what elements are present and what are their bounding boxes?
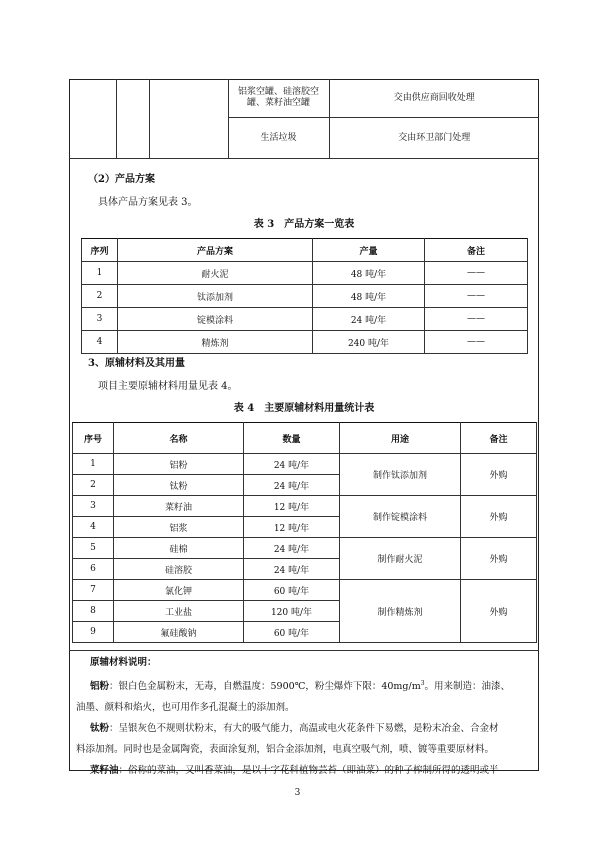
table-row <box>73 454 537 475</box>
note-cell: 外购 <box>461 538 537 580</box>
note-text: ：呈银灰色不规则状粉末，有大的吸气能力，高温或电火花条件下易燃，是粉末冶金、合金材 <box>109 723 499 735</box>
table-cell: 7 <box>73 580 114 601</box>
product-table <box>81 238 528 354</box>
table-cell: —— <box>425 285 528 308</box>
table-cell: 耐火泥 <box>118 262 313 285</box>
table-cell: 48 吨/年 <box>313 285 425 308</box>
table-cell: 3 <box>73 496 114 517</box>
waste-item: 生活垃圾 <box>228 118 329 159</box>
table-cell: 12 吨/年 <box>244 517 340 538</box>
table-cell: 硅棉 <box>114 538 244 559</box>
column-header: 备注 <box>425 239 528 262</box>
column-header: 序号 <box>73 423 114 454</box>
waste-disposal-table <box>69 79 539 159</box>
column-header: 产品方案 <box>118 239 313 262</box>
table-cell: 12 吨/年 <box>244 496 340 517</box>
table-cell: 铝粉 <box>114 454 244 475</box>
table-header-row <box>73 423 537 454</box>
use-cell: 制作钛添加剂 <box>340 454 461 496</box>
note-term: 菜籽油 <box>90 765 119 777</box>
note-term: 铝粉 <box>90 681 110 693</box>
table-cell: 2 <box>82 285 118 308</box>
note-term: 钛粉 <box>90 723 110 735</box>
note-superscript: 3 <box>420 680 425 687</box>
empty-cell <box>116 79 149 159</box>
table-cell: 60 吨/年 <box>244 580 340 601</box>
waste-item: 铝浆空罐、硅溶胶空罐、菜籽油空罐 <box>228 79 329 118</box>
table-row <box>73 538 537 559</box>
note-rapeseed-oil <box>76 760 532 781</box>
table-row <box>73 580 537 601</box>
use-cell: 制作耐火泥 <box>340 538 461 580</box>
section-heading-materials: 3、原辅材料及其用量 <box>88 358 185 369</box>
table-header-row <box>82 239 528 262</box>
table-cell: 钛添加剂 <box>118 285 313 308</box>
column-header: 数量 <box>244 423 340 454</box>
note-cell: 外购 <box>461 496 537 538</box>
table-cell: 5 <box>73 538 114 559</box>
table4-caption: 表 4 主要原辅材料用量统计表 <box>233 403 375 414</box>
table-row <box>69 79 539 118</box>
table-row <box>73 496 537 517</box>
table-cell: 24 吨/年 <box>313 308 425 331</box>
table-cell: 钛粉 <box>114 475 244 496</box>
note-text: ：银白色金属粉末，无毒，自燃温度：5900℃，粉尘爆炸下限：40mg/m <box>109 681 421 693</box>
table-cell: 48 吨/年 <box>313 262 425 285</box>
waste-disposal: 交由环卫部门处理 <box>329 118 539 159</box>
table-row <box>82 262 528 285</box>
note-cell: 外购 <box>461 580 537 643</box>
table-row <box>82 285 528 308</box>
table-cell: 4 <box>82 331 118 354</box>
table-cell: 硅溶胶 <box>114 559 244 580</box>
materials-table <box>72 422 537 643</box>
table-cell: 24 吨/年 <box>244 454 340 475</box>
table-cell: 锭模涂料 <box>118 308 313 331</box>
column-header: 序列 <box>82 239 118 262</box>
table-cell: —— <box>425 262 528 285</box>
table-cell: 氟硅酸钠 <box>114 622 244 643</box>
table-cell: 24 吨/年 <box>244 475 340 496</box>
table-cell: 24 吨/年 <box>244 559 340 580</box>
column-header: 用途 <box>340 423 461 454</box>
table-cell: 8 <box>73 601 114 622</box>
use-cell: 制作精炼剂 <box>340 580 461 643</box>
waste-disposal: 交由供应商回收处理 <box>329 79 539 118</box>
table-cell: 240 吨/年 <box>313 331 425 354</box>
table-cell: 铝浆 <box>114 517 244 538</box>
table-cell: 1 <box>82 262 118 285</box>
table-row <box>82 331 528 354</box>
note-text: ：俗称的菜油，又叫香菜油，是以十字花科植物芸苔（即油菜）的种子榨制所得的透明或半 <box>118 765 499 777</box>
table-cell: 24 吨/年 <box>244 538 340 559</box>
table-row <box>82 308 528 331</box>
table-cell: 2 <box>73 475 114 496</box>
table-cell: 4 <box>73 517 114 538</box>
section-heading-product: （2）产品方案 <box>88 174 155 185</box>
note-text-line: 油墨、颜料和焰火，也可用作多孔混凝土的添加剂。 <box>76 702 295 714</box>
empty-cell <box>69 79 116 159</box>
table-cell: 60 吨/年 <box>244 622 340 643</box>
page-number: 3 <box>294 788 301 798</box>
table-cell: 氯化钾 <box>114 580 244 601</box>
table-cell: 6 <box>73 559 114 580</box>
note-text-line: 料添加剂。同时也是金属陶瓷，表面涂复剂，铝合金添加剂，电真空吸气剂，喷、镀等重要原材料。 <box>76 744 495 756</box>
table3-caption: 表 3 产品方案一览表 <box>253 219 355 230</box>
note-text: 。用来制造：油漆、 <box>424 681 511 693</box>
empty-cell <box>149 79 228 159</box>
table-cell: —— <box>425 308 528 331</box>
note-aluminium <box>76 673 532 697</box>
table-cell: 1 <box>73 454 114 475</box>
table-cell: 3 <box>82 308 118 331</box>
section-intro-materials: 项目主要原辅材料用量见表 4。 <box>98 381 238 392</box>
table-cell: 120 吨/年 <box>244 601 340 622</box>
use-cell: 制作锭模涂料 <box>340 496 461 538</box>
column-header: 产量 <box>313 239 425 262</box>
materials-notes <box>76 652 532 781</box>
table-cell: 菜籽油 <box>114 496 244 517</box>
note-cell: 外购 <box>461 454 537 496</box>
column-header: 备注 <box>461 423 537 454</box>
table-cell: 9 <box>73 622 114 643</box>
table-cell: 工业盐 <box>114 601 244 622</box>
section-divider <box>69 650 539 651</box>
section-intro-product: 具体产品方案见表 3。 <box>98 197 198 208</box>
notes-title: 原辅材料说明： <box>90 657 157 668</box>
table-cell: —— <box>425 331 528 354</box>
note-titanium <box>76 718 532 739</box>
column-header: 名称 <box>114 423 244 454</box>
table-cell: 精炼剂 <box>118 331 313 354</box>
